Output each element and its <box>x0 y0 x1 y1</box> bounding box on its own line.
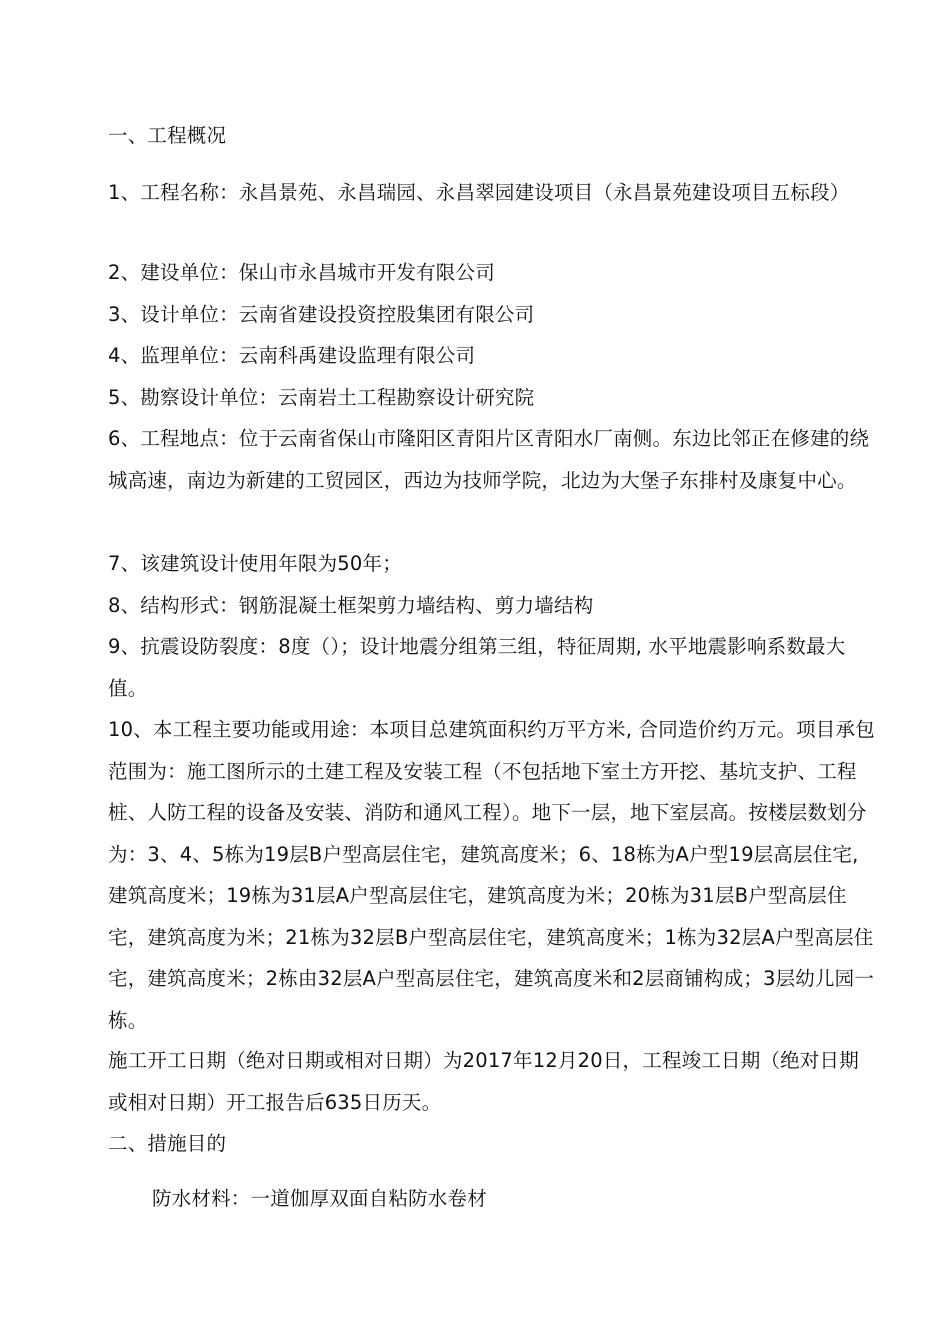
construction-unit-item: 2、建设单位：保山市永昌城市开发有限公司 <box>108 261 495 284</box>
seismic-fortification-item: 9、抗震设防裂度：8度（）；设计地震分组第三组，特征周期, 水平地震影响系数最大值。 <box>108 635 846 700</box>
design-life-item: 7、该建筑设计使用年限为50年； <box>108 552 402 575</box>
construction-schedule: 施工开工日期（绝对日期或相对日期）为2017年12月20日，工程竣工日期（绝对日期或相对日期）开工报告后635日历天。 <box>108 1049 859 1114</box>
section-heading-purpose: 二、措施目的 <box>108 1132 227 1155</box>
project-location-item: 6、工程地点：位于云南省保山市隆阳区青阳片区青阳水厂南侧。东边比邻正在修建的绕城高速，南边为新建的工贸园区，西边为技师学院，北边为大堡子东排村及康复中心。 <box>108 427 870 492</box>
waterproof-material: 防水材料：一道伽厚双面自粘防水卷材 <box>152 1187 487 1210</box>
structure-type-item: 8、结构形式：钢筋混凝土框架剪力墙结构、剪力墙结构 <box>108 594 594 617</box>
project-name-item: 1、工程名称：永昌景苑、永昌瑞园、永昌翠园建设项目（永昌景苑建设项目五标段） <box>108 181 850 204</box>
design-unit-item: 3、设计单位：云南省建设投资控股集团有限公司 <box>108 303 535 326</box>
project-function-item: 10、本工程主要功能或用途：本项目总建筑面积约万平方米, 合同造价约万元。项目承包范围为：施工图所示的土建工程及安装工程（不包括地下室土方开挖、基坑支护、工程桩、人防工程的设备及安装、消防和通风工程）。地下一层，地下室层高。按楼层数划分为：3、4、5栋为19层B户型高层住宅，建筑高度米；6、18栋为A户型19层高层住宅, 建筑高度米；19栋为31层A户型高层住宅，建筑高度为米；20栋为31层B户型高层住宅，建筑高度为米；21栋为32层B户型高层住宅，建筑高度米；1栋为32层A户型高层住宅，建筑高度米；2栋由32层A户型高层住宅，建筑高度米和2层商铺构成；3层幼儿园一栋。 <box>108 718 875 1032</box>
survey-design-unit-item: 5、勘察设计单位：云南岩土工程勘察设计研究院 <box>108 386 535 409</box>
section-heading-overview: 一、工程概况 <box>108 124 227 147</box>
supervision-unit-item: 4、监理单位：云南科禹建设监理有限公司 <box>108 344 476 367</box>
